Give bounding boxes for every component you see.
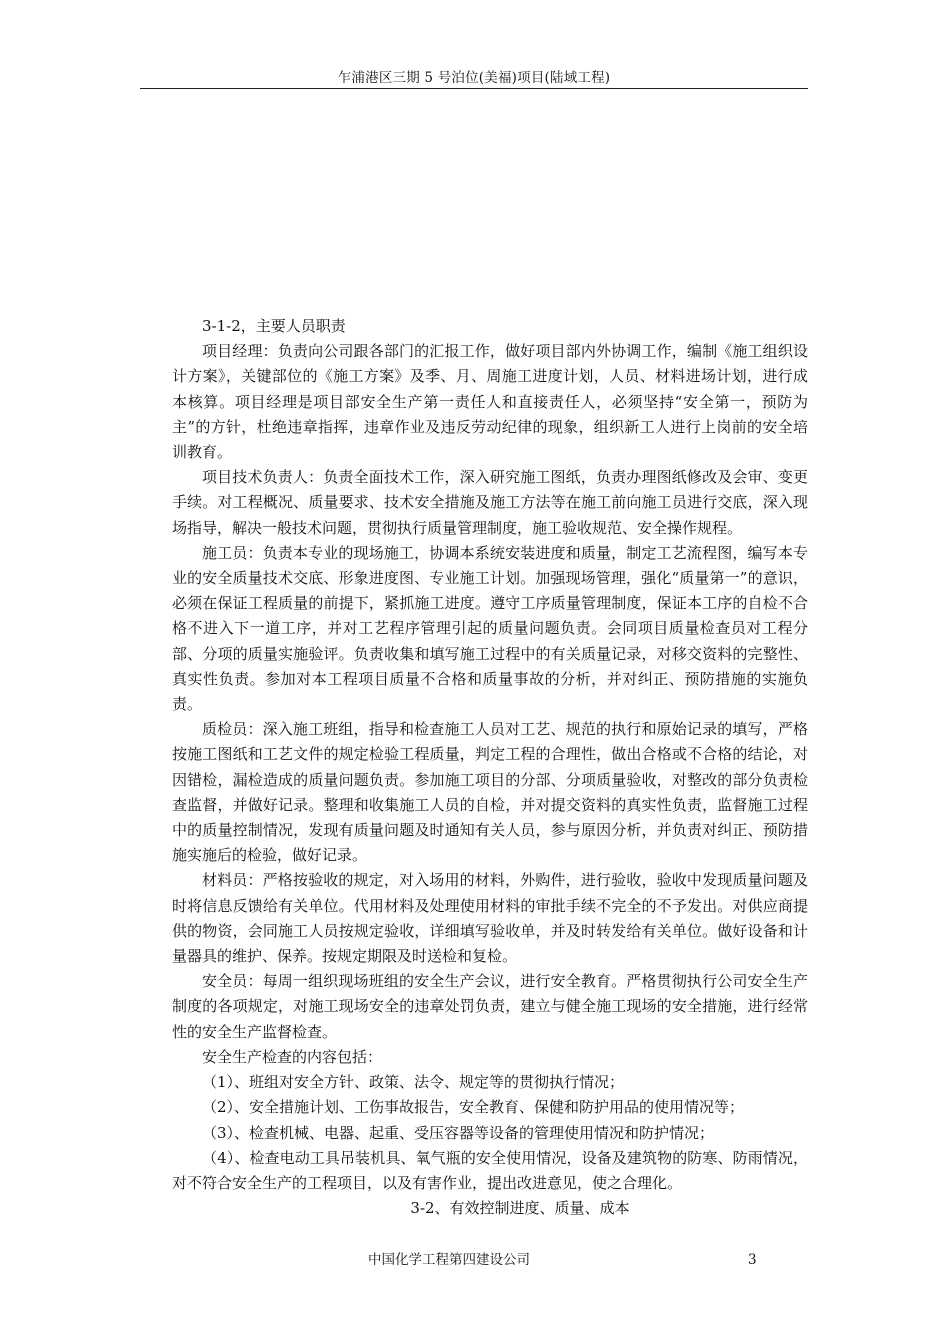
section-heading: 3-1-2，主要人员职责 <box>202 317 346 335</box>
page-header-title: 乍浦港区三期 5 号泊位(美福)项目(陆域工程) <box>337 70 611 86</box>
paragraph-materials-officer: 材料员：严格按验收的规定，对入场用的材料，外购件，进行验收，验收中发现质量问题及时将信息反馈给有关单位。代用材料及处理使用材料的审批手续不完全的不予发出。对供应商提供的物资，会同施工人员按规定验收，详细填写验收单，并及时转发给有关单位。做好设备和计量器具的维护、保养。按规定期限及时送检和复检。 <box>172 871 808 966</box>
document-body <box>172 314 808 1221</box>
list-item: （4）、检查电动工具吊装机具、氧气瓶的安全使用情况，设备及建筑物的防寒、防雨情况，对不符合安全生产的工程项目，以及有害作业，提出改进意见，使之合理化。 <box>172 1148 808 1192</box>
next-section-heading: 3-2、有效控制进度、质量、成本 <box>410 1199 630 1218</box>
list-item: （1）、班组对安全方针、政策、法令、规定等的贯彻执行情况； <box>202 1073 625 1092</box>
list-item: （3）、检查机械、电器、起重、受压容器等设备的管理使用情况和防护情况； <box>202 1123 715 1142</box>
page-number: 3 <box>748 1252 757 1268</box>
paragraph-quality-inspector: 质检员：深入施工班组，指导和检查施工人员对工艺、规范的执行和原始记录的填写，严格按施工图纸和工艺文件的规定检验工程质量，判定工程的合理性，做出合格或不合格的结论，对因错检，漏检造成的质量问题负责。参加施工项目的分部、分项质量验收，对整改的部分负责检查监督，并做好记录。整理和收集施工人员的自检，并对提交资料的真实性负责，监督施工过程中的质量控制情况，发现有质量问题及时通知有关人员，参与原因分析，并负责对纠正、预防措施实施后的检验，做好记录。 <box>172 720 808 865</box>
list-item: （2）、安全措施计划、工伤事故报告，安全教育、保健和防护用品的使用情况等； <box>202 1098 745 1117</box>
paragraph-safety-officer: 安全员：每周一组织现场班组的安全生产会议，进行安全教育。严格贯彻执行公司安全生产制度的各项规定，对施工现场安全的违章处罚负责，建立与健全施工现场的安全措施，进行经常性的安全生产监督检查。 <box>172 972 808 1041</box>
paragraph-technical-lead: 项目技术负责人：负责全面技术工作，深入研究施工图纸，负责办理图纸修改及会审、变更手续。对工程概况、质量要求、技术安全措施及施工方法等在施工前向施工员进行交底，深入现场指导，解决一般技术问题，贯彻执行质量管理制度，施工验收规范、安全操作规程。 <box>172 468 808 537</box>
paragraph-project-manager: 项目经理：负责向公司跟各部门的汇报工作，做好项目部内外协调工作，编制《施工组织设计方案》，关键部位的《施工方案》及季、月、周施工进度计划，人员、材料进场计划，进行成本核算。项目经理是项目部安全生产第一责任人和直接责任人，必须坚持“安全第一，预防为主”的方针，杜绝违章指挥，违章作业及违反劳动纪律的现象，组织新工人进行上岗前的安全培训教育。 <box>172 342 808 462</box>
paragraph-safety-check-intro: 安全生产检查的内容包括： <box>202 1047 383 1066</box>
header-divider <box>140 88 808 89</box>
paragraph-construction-staff: 施工员：负责本专业的现场施工，协调本系统安装进度和质量，制定工艺流程图，编写本专业的安全质量技术交底、形象进度图、专业施工计划。加强现场管理，强化“质量第一”的意识，必须在保证工程质量的前提下，紧抓施工进度。遵守工序质量管理制度，保证本工序的自检不合格不进入下一道工序，并对工艺程序管理引起的质量问题负责。会同项目质量检查员对工程分部、分项的质量实施验评。负责收集和填写施工过程中的有关质量记录，对移交资料的完整性、真实性负责。参加对本工程项目质量不合格和质量事故的分析，并对纠正、预防措施的实施负责。 <box>172 543 808 714</box>
footer-company: 中国化学工程第四建设公司 <box>368 1252 530 1268</box>
